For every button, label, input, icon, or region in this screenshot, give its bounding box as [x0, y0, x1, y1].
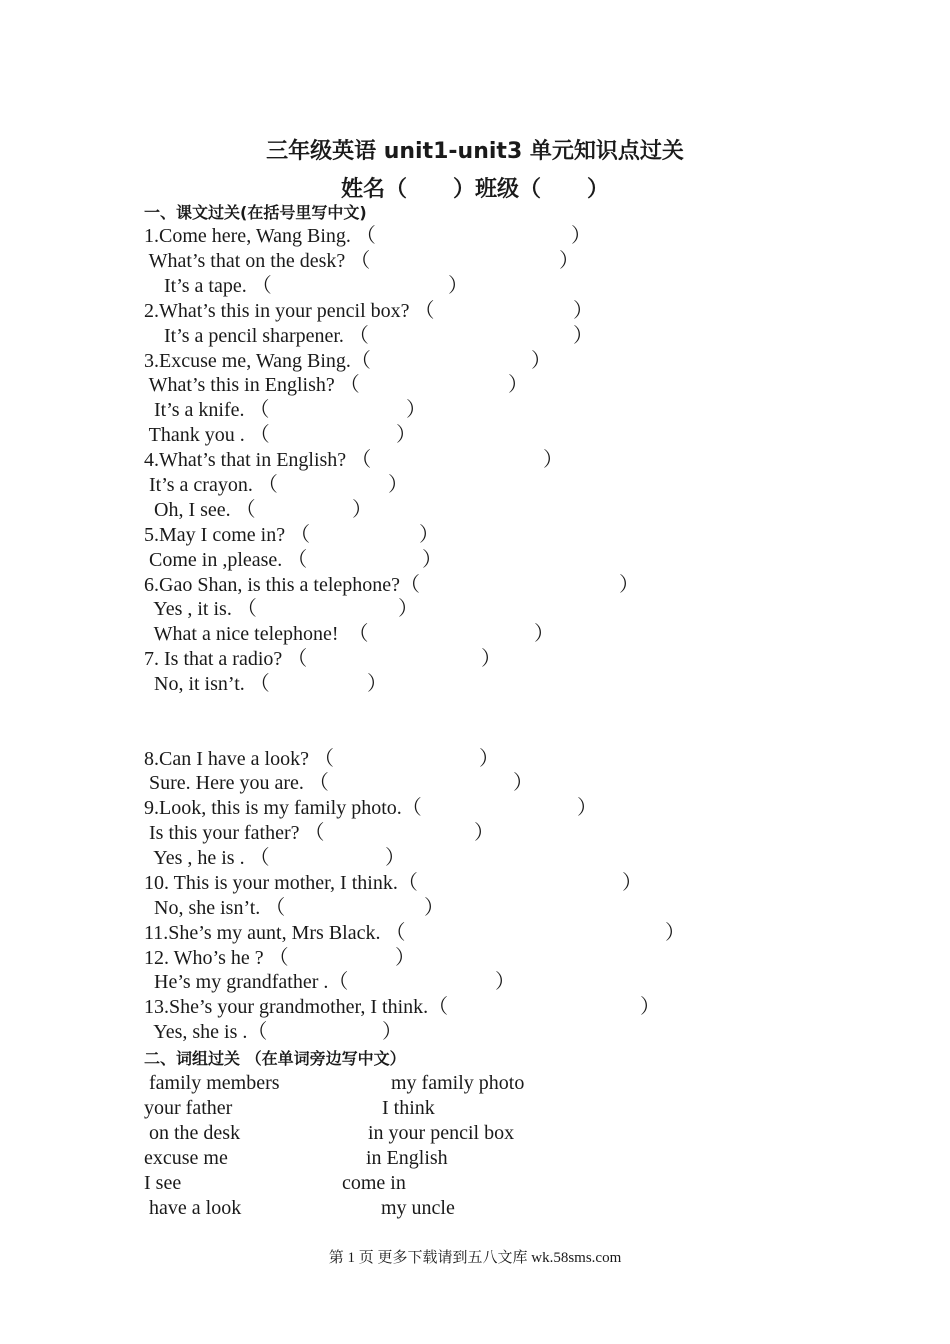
section-1-heading: 一、课文过关(在括号里写中文) [144, 203, 367, 222]
answer-blank-close-paren: ） [367, 673, 387, 695]
answer-blank-close-paren: ） [573, 325, 593, 347]
answer-blank-close-paren: ） [406, 399, 426, 421]
name-class-line: 姓名（ ）班级（ ） [341, 177, 609, 202]
sentence-prompt: What’s that on the desk? （ [144, 250, 371, 272]
sentence-prompt: 13.She’s your grandmother, I think.（ [144, 996, 449, 1018]
phrase-left: have a look [144, 1197, 242, 1219]
answer-blank-close-paren: ） [385, 847, 405, 869]
answer-blank-close-paren: ） [513, 772, 533, 794]
answer-blank-close-paren: ） [508, 374, 528, 396]
sentence-prompt: 8.Can I have a look? （ [144, 748, 334, 770]
page-footer: 第 1 页 更多下载请到五八文库 wk.58sms.com [328, 1250, 622, 1266]
sentence-prompt: Oh, I see. （ [144, 499, 256, 521]
answer-blank-close-paren: ） [573, 300, 593, 322]
sentence-prompt: Yes, she is .（ [144, 1021, 268, 1043]
phrase-left: excuse me [144, 1147, 228, 1169]
answer-blank-close-paren: ） [559, 250, 579, 272]
phrase-right: I think [382, 1097, 435, 1119]
sentence-prompt: 5.May I come in? （ [144, 524, 311, 546]
answer-blank-close-paren: ） [622, 872, 642, 894]
sentence-prompt: No, it isn’t. （ [144, 673, 270, 695]
sentence-prompt: 4.What’s that in English? （ [144, 449, 372, 471]
answer-blank-close-paren: ） [382, 1021, 402, 1043]
answer-blank-close-paren: ） [419, 524, 439, 546]
sentence-prompt: It’s a tape. （ [144, 275, 272, 297]
sentence-prompt: 9.Look, this is my family photo.（ [144, 797, 422, 819]
answer-blank-close-paren: ） [665, 922, 685, 944]
answer-blank-close-paren: ） [448, 275, 468, 297]
answer-blank-close-paren: ） [398, 598, 418, 620]
sentence-prompt: 12. Who’s he ? （ [144, 947, 289, 969]
sentence-prompt: Yes , he is . （ [144, 847, 270, 869]
answer-blank-close-paren: ） [352, 499, 372, 521]
phrase-right: in your pencil box [368, 1122, 515, 1144]
phrase-right: come in [342, 1172, 406, 1194]
answer-blank-close-paren: ） [388, 474, 408, 496]
phrase-left: I see [144, 1172, 182, 1194]
sentence-prompt: 2.What’s this in your pencil box? （ [144, 300, 435, 322]
phrase-left: family members [144, 1072, 280, 1094]
phrase-right: my family photo [391, 1072, 525, 1094]
answer-blank-close-paren: ） [531, 350, 551, 372]
page-title: 三年级英语 unit1-unit3 单元知识点过关 [266, 139, 684, 164]
answer-blank-close-paren: ） [495, 971, 515, 993]
sentence-prompt: What a nice telephone! （ [144, 623, 369, 645]
sentence-prompt: It’s a knife. （ [144, 399, 270, 421]
sentence-prompt: Sure. Here you are. （ [144, 772, 329, 794]
sentence-prompt: What’s this in English? （ [144, 374, 360, 396]
sentence-prompt: Is this your father? （ [144, 822, 325, 844]
answer-blank-close-paren: ） [640, 996, 660, 1018]
sentence-prompt: No, she isn’t. （ [144, 897, 286, 919]
answer-blank-close-paren: ） [422, 549, 442, 571]
sentence-prompt: 7. Is that a radio? （ [144, 648, 308, 670]
answer-blank-close-paren: ） [396, 424, 416, 446]
section-2-heading: 二、词组过关 （在单词旁边写中文） [144, 1049, 406, 1068]
sentence-prompt: 10. This is your mother, I think.（ [144, 872, 418, 894]
answer-blank-close-paren: ） [424, 897, 444, 919]
sentence-prompt: Yes , it is. （ [144, 598, 257, 620]
answer-blank-close-paren: ） [619, 574, 639, 596]
answer-blank-close-paren: ） [543, 449, 563, 471]
phrase-right: my uncle [381, 1197, 455, 1219]
sentence-prompt: Come in ,please. （ [144, 549, 308, 571]
sentence-prompt: It’s a crayon. （ [144, 474, 278, 496]
sentence-prompt: 6.Gao Shan, is this a telephone?（ [144, 574, 421, 596]
answer-blank-close-paren: ） [479, 748, 499, 770]
answer-blank-close-paren: ） [481, 648, 501, 670]
sentence-prompt: It’s a pencil sharpener. （ [144, 325, 369, 347]
sentence-prompt: Thank you . （ [144, 424, 270, 446]
answer-blank-close-paren: ） [474, 822, 494, 844]
sentence-prompt: 1.Come here, Wang Bing. （ [144, 225, 376, 247]
sentence-prompt: He’s my grandfather .（ [144, 971, 349, 993]
answer-blank-close-paren: ） [571, 225, 591, 247]
answer-blank-close-paren: ） [577, 797, 597, 819]
sentence-prompt: 3.Excuse me, Wang Bing.（ [144, 350, 371, 372]
answer-blank-close-paren: ） [534, 623, 554, 645]
phrase-right: in English [366, 1147, 448, 1169]
phrase-left: on the desk [144, 1122, 241, 1144]
phrase-left: your father [144, 1097, 233, 1119]
sentence-prompt: 11.She’s my aunt, Mrs Black. （ [144, 922, 406, 944]
answer-blank-close-paren: ） [395, 947, 415, 969]
